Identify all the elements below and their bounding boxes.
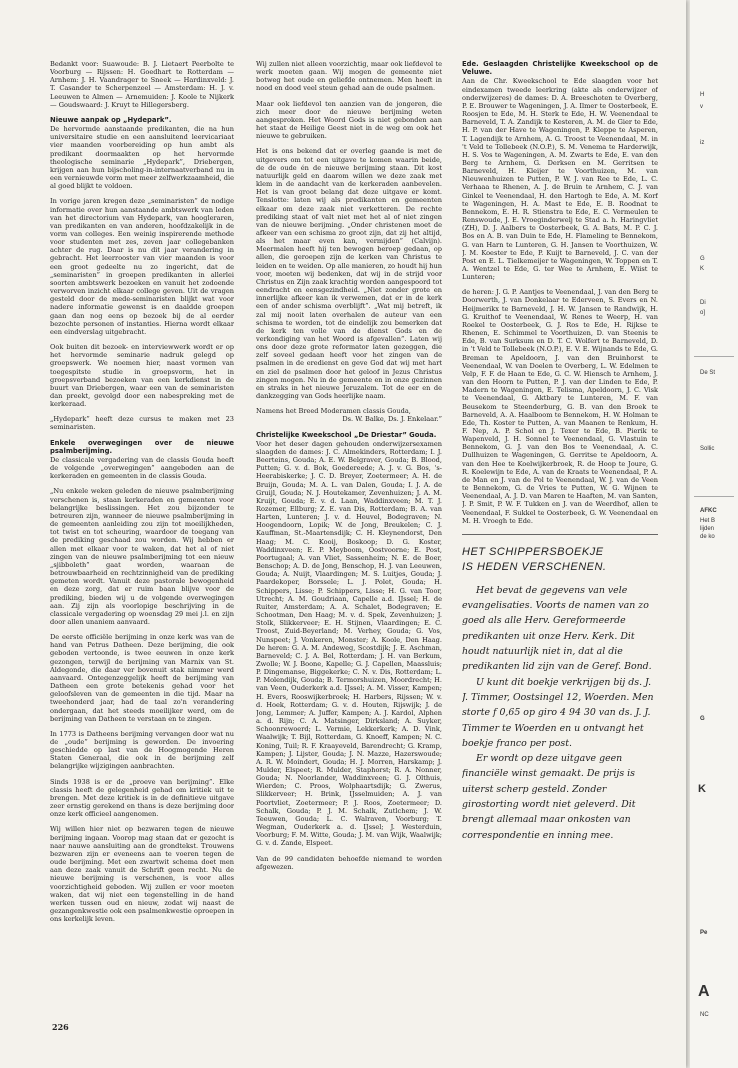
ad-divider	[462, 534, 658, 535]
next-page-fragment: Sollic	[700, 446, 715, 452]
ad-paragraph: U kunt dit boekje verkrijgen bij ds. J. J. Timmer, Oostsingel 12, Woerden. Men storte f 0,65 op giro 4 94 30 van ds. J. J. Timmer te Woerden en u ontvangt het boekje franco per post.	[462, 676, 654, 749]
next-page-fragment: K	[700, 266, 705, 272]
hydepark-paragraph: Ook buiten dit bezoek- en interviewwerk wordt er op het hervormde seminarie nadruk gelegd op groepswerk. We noemen hier, naast vormen van toegespitste studie in groepsvorm, het in groepsverband bezoeken van een kerkdienst in de buurt van Driebergen, waar een van de seminaristen dan preekt, gevolgd door een nabespreking met de kerkeraad.	[50, 343, 234, 409]
psalm-continued-paragraph: Het is ons bekend dat er overleg gaande is met de uitgevers om tot een uitgave te komen waarin beide, de de oude én de nieuwe berijming staan. Dit kost natuurlijk geld en daarom willen we deze zaak met klem in de aandacht van de kerkeraden aanbevelen. Het is van groot belang dat deze uitgave er komt. Tenslotte: laten wij als predikanten en gemeenten elkaar om deze zaak niet verketteren. De rechte prediking staat of valt niet met het al of niet zingen van de nieuwe berijming. „Onder christenen moet de afkeer van een schisma zo groot zijn, dat zij het altijd, als het maar even kan, vermijden” (Calvijn). Meermalen heeft hij ten bewogen beroep gedaan, op allen, die geroepen zijn de kerken van Christus te leiden en te weiden. Op alle manieren, zo houdt hij hun voor, moeten wij bedenken, dat wij in de strijd voor Christus en Zijn zaak krachtig worden aangespoord tot eendracht en eensgezindheid. „Niet zonder grote en innerlijke afkeer kan ik verwemen, dat er in de kerk een of ander schisma overblijft”. „Wat mij betreft, ik zal mij nooit laten overhalen de auteur van een schisma te worden, tot de eindelijk zou bemerken dat de kerk ten volle van de dienst Gods en de verkondiging van het Woord is afgevallen”. Laten wij ons door deze grote reformator laten gezeggen, die zelf soveel gedaan heeft voor het zingen van de psalmen in de eredienst en geve God dat wij met hart en ziel de psalmen door het geloof in Jezus Christus zingen mogen. Nu in de gemeente en in onze gezinnen en straks in het nieuwe Jeruzalem. Tot de eer en de dankzegging van Gods heerlijke naam.	[256, 147, 442, 401]
next-page-fragment: o]	[700, 310, 706, 316]
hydepark-paragraph: De hervormde aanstaande predikanten, die na hun universitaire studie en een aansluitend leervicariaat vier maanden voorbereiding op hun ambt als predikant doormaakten op het hervormde theologische seminarie „Hydepark”, Driebergen, krijgen aan hun bijscholing-in-internaatverband nu in een vernieuwde vorm met meer zelfwerkzaamheid, die al goed blijkt te voldoen.	[50, 125, 234, 191]
next-page-fragment: H	[700, 92, 705, 98]
driestar-paragraph: Van de 99 candidaten behoefde niemand te worden afgewezen.	[256, 854, 442, 871]
hydepark-paragraph: „Hydepark” heeft deze cursus te maken met 23 seminaristen.	[50, 415, 234, 432]
next-page-fragment: Pe	[700, 930, 708, 936]
column-middle	[256, 60, 442, 1060]
psalm-paragraph: De classicale vergadering van de classis Gouda heeft de volgende „overwegingen” aangeboden aan de kerkeraden en gemeenten in de classis Gouda.	[50, 456, 234, 481]
psalm-continued-paragraph: Maar ook liefdevol ten aanzien van de jongeren, die zich meer door de nieuwe berijming weten aangesproken. Het Woord Gods is niet gebonden aan het staat de Heilige Geest niet in de weg om ook het nieuwe te gebruiken.	[256, 99, 442, 141]
psalm-continued-paragraph: Namens het Breed Moderamen classis Gouda,	[256, 407, 411, 416]
next-page-rule	[694, 496, 734, 497]
next-page-fragment: de ko	[700, 534, 715, 540]
next-page-fragment: Het B	[700, 518, 716, 524]
column-right	[462, 60, 658, 1060]
next-page-fragment: iz	[700, 140, 705, 146]
psalm-paragraph: In 1773 is Datheens berijming vervangen door wat nu de „oude” berijming is geworden. De invoering geschiedde op last van de Hoogmogende Heren Staten Generaal, die ook in de berijming zelf belangrijke wijzigingen aanbrachten.	[50, 729, 234, 771]
ede-heading: Ede. Geslaagden Christelijke Kweekschool op de Veluwe.	[462, 60, 658, 77]
next-page-fragment: K	[698, 783, 706, 795]
next-page-fragment: lijden	[700, 526, 715, 532]
next-page-fragment: AFKC	[700, 508, 717, 514]
signature: Ds. W. Balke, Ds. J. Enkelaar.”	[342, 415, 442, 424]
hydepark-paragraph: In vorige jaren kregen deze „seminaristen” de nodige informatie over hun aanstaande ambtswerk van leden van het directorium van Hydepark, van hoogleraren, van predikanten en van anderen, hoofdzakelijk in de vorm van colleges. Een weinig inspirerende methode voor studenten met zes, zeven jaar collegebanken achter de rug. Daar is nu dit jaar verandering in gebracht. Het leerrooster van vier maanden is voor een groot gedeelte nu zo ingericht, dat de „seminaristen” in groepen predikanten in allerlei soorten ambtswerk bezoeken en vanuit het zodoende verworven inzicht elkaar college geven. Uit de vragen gesteld door de mede-seminaristen blijkt wat voor nadere informatie gewenst is en daaldde groepen gaan dan nog eens op bezoek bij de al eerder bezochte personen of instanties. Hierna wordt elkaar een eindverslag uitgebracht.	[50, 197, 234, 336]
ede-paragraph: de heren: J. G. P. Aantjes te Veenendaal, J. van den Berg te Doorwerth, J. van Donkelaar te Ederveen, S. Evers en N. Heijmerikx te Barneveld, J. H. W. Jansen te Randwijk, H. G. Kruithof te Veenendaal, W. Renes te Weerp, H. van Roekel te Oosterbeek, G. J. Ros te Ede, H. Rijkse te Rhenen, E. Schimmel te Voorthuizen, D. van Steenis te Ede, B. van Surksum en D. T. C. Wolfert te Barneveld, D. in 't Veld te Tollebeek (N.O.P.), E. V. E. Wijnands te Ede, G. Breman te Apeldoorn, J. van den Bruinhorst te Veenendaal, W. van Doelen te Overberg, L. W. Edelmen te Velp, F. F. de Haan te Ede, G. C. W. Hiensch te Arnhem, J. van den Hoorn te Putten, P. J. van der Linden te Ede, P. Madern te Wageningen, E. Telisma, Apeldoorn, J. C. Visk te Veenendaal, G. Aktbary te Lunteren, M. F. van Beusekom te Steenderburg, G. B. van den Broek te Barneveld, A. A. Haalboom te Bennekom, H. W. Holman te Ede, Th. Koster te Putten, A. van Maanen te Renkum, H. F. Nep, A. P. Schol en J. Texer te Ede, B. Pierik te Wapenveld, J. H. Sonnel te Veenendaal, G. Vlastuin te Bennekom, G. J. van den Bos te Veenendaal, A. C. Dullhuizen te Wageningen, G. Gerritse te Apeldoorn, A. van den Hee te Koelwijkerbroek, R. de Hoop te Joure, G. R. Koelewijn te Ede, A. van de Kraats te Veenendaal, P. A. de Man en J. van de Pol te Veenendaal, W. J. van de Veen te Bennekom, G. de Vries te Putten, W. G. Wijnen te Veenendaal, A. J. D. van Maren te Haaften, M. van Santen, J. P. Smit, P. W. F. Tukken en J. van de Weerdhof, allen te Veenendaal, F. Sukkel te Oosterbeek, G. W. Veenendaal en M. H. Vroegh te Ede.	[462, 288, 658, 525]
psalm-paragraph: Sinds 1938 is er de „proeve van berijming”. Elke classis heeft de gelegenheid gehad om kritiek uit te brengen. Met deze kritiek is in de definitieve uitgave zeer ernstig gerekend en thans is deze berijming door onze kerk officieel aangenomen.	[50, 777, 234, 819]
next-page-fragment: NC	[700, 1012, 709, 1018]
ad-body	[462, 583, 658, 843]
ad-title-line: HET SCHIPPERSBOEKJE	[462, 545, 604, 558]
bedankt-paragraph: Bedankt voor: Suawoude: B. J. Lietaert Peerbolte te Voorburg — Rijssen: H. Goedhart te Rotterdam — Arnhem: J. H. Vaandrager te Sneek — Hardinxveld: J. T. Casander te Scherpenzeel — Amsterdam: H. J. v. Leeuwen te Almen — Arnemuiden: J. Koole te Nijkerk — Goudswaard: J. Kruyt te Hillegersberg.	[50, 60, 234, 109]
next-page-fragment: G	[700, 256, 705, 262]
psalm-paragraph: „Nu enkele weken geleden de nieuwe psalmberijming verschenen is, staan kerkeraden en gemeenten voor belangrijke beslissingen. Het zou bijzonder te betreuren zijn, wanneer de nieuwe psalmberijming in de gemeenten aanleiding zou zijn tot moeilijkheden, tot twist en tot scheuring, waardoor de toegang van de prediking geschaad zou worden. Wij hebben er allen met elkaar voor te waken, dat het al of niet zingen van de nieuwe psalmberijming tot een nieuw „sjibboleth” gaat worden, waaraan de betrouwbaarheid en rechtzinnigheid van de prediking gemeten wordt. Vanuit deze pastorale bewogenheid en deze zorg, dat er ruim baan blijve voor de prediking, bieden wij u de volgende overwegingen aan. Zij zijn als voorlopige beschrijving in de classicale vergadering op woensdag 29 mei j.l. en zijn door allen unaniem aanvaard.	[50, 487, 234, 626]
next-page-fragment: A	[698, 983, 710, 1000]
driestar-heading: Christelijke Kweekschool „De Driestar” Gouda.	[256, 430, 437, 439]
psalm-paragraph: De eerste officiële berijming in onze kerk was van de hand van Petrus Datheen. Deze berijming, die ook geboden vertoonde, is twee eeuwen in onze kerk gezongen, terwijl de berijming van Marnix van St. Aldegonde, die daar ver bovenuit stak nimmer werd aanvaard. Ontegenzeggelijk heeft de berijming van Datheen een grote betekenis gehad voor het geloofsleven van de gemeenten in die tijd. Maar na tweehonderd jaar, had de taal zo'n verandering ondergaan, dat het steeds moeilijker werd, om de berijming van Datheen te verstaan en te zingen.	[50, 633, 234, 723]
hydepark-heading: Nieuwe aanpak op „Hydepark”.	[50, 115, 172, 124]
column-left	[50, 60, 234, 1018]
driestar-paragraph: Voor het deser dagen gehouden onderwijzersexamen slaagden de dames: J. C. Almekinders, Rotterdam; I. J. Beerteins, Gouda; A. E. W. Belgraver, Gouda; B. Blood, Putten; G. v. d. Bok, Goedereede; A. J. v. G. Bos, 's-Heerabiskerke; J. C. D. Breyer, Zoetermeer; A. H. de Bruijn, Gouda; M. A. L. van Dalen, Gouda; I. J. A. de Gruijl, Gouda; N. J. Houtekamer, Zevenhuizen; J. A. M. Kruijt, Gouda; E. v. d. Laan, Waddinxveen; M. T. J. Rozemer, Ellburg; Z. E. van Dis, Rotterdam; B. A. van Harten, Lunteren; J. v. d. Heuvel, Bodegraven; N. Hoogendoorn, Lopik; W. de Jong, Breukelen; C. J. Kauffman, St.-Maartensdijk; C. H. Kleynendorst, Den Haag; M. C. Kooij, Boskoop; D. G. Koster, Waddinxveen; E. P. Meyboom, Oostvoorne; E. Post, Poortugaal; A. van Vliet, Sassenheim; N. E. de Boer, Benschop; A. D. de Jong, Benschop, H. J. van Leeuwen, Gouda; A. Nuijt, Vlaardingen; M. S. Luitjes, Gouda; J. Paardekoper, Borssele; L. J. Polet, Gouda; H. Schippers, Lisse; P. Schippers, Lisse; H. G. van Toor, Utrecht; A. M. Goudriaan, Capelle a.d. IJssel; H. de Ruiter, Amsterdam; A. A. Schalet, Bodegraven; E. Schootman, Den Haag; M. v. d. Spek, Zevenhuizen; J. Stolk, Slikkerveer; E. H. Stijnen, Vlaardingen; E. C. Troost, Zuid-Beyerland; M. Verhey, Gouda; G. Vos, Nunspeet; J. Vonkeren, Monster; A. Koole, Den Haag. De heren: G. A. M. Andeweg, Scostdijk; J. E. Aschman, Barneveld; C. J. A. Bel, Rotterdam; J. H. van Berkum, Zwolle; W. J. Boone, Kapelle; G. J. Capellen, Maassluis; P. Dingemanse, Biggekerke; C. N. v. Dis, Rotterdam; L. P. Molendijk, Gouda; B. Termorshuizen, Moordrecht; H. van Veen, Ouderkerk a.d. IJssel; A. M. Visser, Kampen; H. Evers, Rooswijkerbroek; H. Harbers, Rijssen; W. v. d. Hoek, Rotterdam; G. v. d. Houten, Rijswijk; J. de Jong, Lemmer; A. Juffer, Kampen; A. J. Kardol, Alphen a. d. Rijn; C. A. Matsinger, Dirksland; A. Suyker, Schoonrewoerd; L. Vermie, Lekkerkerk; A. D. Vink, Waalwijk; T. Bijl, Rotterdam, G. Knoeff, Kampen; N. C. Koning, Tuil; R. F. Kraayeveld, Barendrecht; G. Kramp, Kampen; J. Lijster, Gouda; J. N. Mazze, Hazerswoude; A. R. W. Moindert, Gouda; H. J. Morren, Harskamp; J. Mulder, Elspeet; R. Mulder, Staphorst; R. A. Nonner, Gouda; N. Noorlander, Waddinxveen; G. J. Olthuis, Wierden; C. Proos, Wolphaartsdijk; G. Zwerus, Slikkerveer; H. Brink, IJsselmuiden; A. J. van Poortvliet, Zoetermeer; P. J. Roos, Zoetermeer; D. Schalk, Gouda; P. J. M. Schalk, Zutlchem; J. W. Teeuwen, Gouda; L. C. Walraven, Voorburg; T. Wegman, Ouderkerk a. d. IJssel; J. Westerduin, Voorburg; F. M. Witte, Gouda; J. M. van Wijk, Waalwijk; G. v. d. Zande, Elspeet.	[256, 439, 442, 848]
ede-paragraph: Aan de Chr. Kweekschool te Ede slaagden voor het eindexamen tweede leerkring (akte als onderwijzer of onderwijzeres) de dames: D. A. Breeschoten te Overberg, P. E. Brouwer te Wageningen, J. A. Ilmer te Oosterbeek, E. Roosjen te Ede, M. H. Sterk te Ede, H. W. Veenendaal te Barneveld, T. A. Zandijk te Kesteren, A. M. de Gier te Ede, H. P. van der Have te Wageningen, P. Kleppe te Asperen, T. Lagendijk te Arnhem, A. G. Troost te Veenendaal, M. in 't Veld te Tollebeek (N.O.P.), S. M. Venema te Harderwijk, H. S. Vos te Wageningen, A. M. Zwarts te Ede, E. van den Berg te Arnhem, G. Derksen en M. Gerritsen te Barneveld, H. Kleijer te Voorthuizen, M. van Nieuwenhuizen te Putten, P. W. J. van Ree te Ede, L. C. Verhaaa te Rhenen, A. J. de Bruin te Arnhem, C. J. van Ginkel te Veenendaal, H. den Hartogh te Ede, A. M. Korf te Wageningen, H. A. Mast te Ede, E. B. Roodnat te Bennekom, E. H. R. Stienstra te Ede, E. C. Vermeulen te Renswoude, J. E. Vroeginderwelj te Stad a. h. Haringvliet (ZH), D. J. Aalbers te Oosterbeek, G. A. Bats, M. P. C. J. Bos en A. B. van Duin te Ede, H. Flameling te Bennekom, G. van Harn te Lunteren, G. H. Jansen te Voorthuizen, W. J. M. Koester te Ede, P. Kuijt te Barneveld, J. C. van der Post en E. L. Tielkemeijer te Wageningen, W. Toppen en T. A. Wentzel te Ede, G. ter Wee te Arnhem, E. Wiist te Lunteren;	[462, 77, 658, 282]
next-page-fragment: v	[700, 104, 703, 110]
psalmberijming-heading: Enkele overwegingen over de nieuwe psalmberijming.	[50, 438, 234, 455]
ad-paragraph: Het bevat de gegevens van vele evangelisaties. Voorts de namen van zo goed als alle Herv. Gereformeerde predikanten uit onze Herv. Kerk. Dit houdt natuurlijk niet in, dat al die predikanten lid zijn van de Geref. Bond.	[462, 584, 652, 673]
page-number: 226	[52, 1022, 69, 1032]
ad-paragraph: Er wordt op deze uitgave geen financiële winst gemaakt. De prijs is uiterst scherp gesteld. Zonder girostorting wordt niet geleverd. Dit brengt allemaal maar onkosten van correspondentie en inning mee.	[462, 753, 636, 841]
ad-title-line: IS HEDEN VERSCHENEN.	[462, 560, 607, 573]
ad-title	[462, 545, 658, 575]
next-page-fragment: De St	[700, 370, 716, 376]
psalm-paragraph: Wij willen hier niet op bezwaren tegen de nieuwe berijming ingaan. Voorop mag staan dat er gezocht is naar nauwe aansluiting aan de grondtekst. Trouwens bezwaren zijn er eveneens aan te voeren tegen de oude berijming. Met een zwartwit schema doet men aan deze zaak vanuit de Schrift geen recht. Nu de nieuwe berijming is verschenen, is voor alles voorzichtigheid geboden. Wij zullen er voor moeten waken, dat wij niet een tegenstelling in de hand werken tussen oud en nieuw, zodat wij naast de gezangenkwestie ook een psalmenkwestie oproepen in ons kerkelijk leven.	[50, 825, 234, 924]
next-page-edge	[690, 0, 738, 1068]
next-page-rule	[694, 356, 734, 357]
next-page-fragment: Di	[700, 300, 706, 306]
next-page-fragment: G	[700, 716, 705, 722]
psalm-continued-paragraph: Wij zullen niet alleen voorzichtig, maar ook liefdevol te werk moeten gaan. Wij mogen de gemeente niet botweg het oude en geliefde ontnemen. Men heeft in nood en dood veel steun gehad aan de oude psalmen.	[256, 60, 442, 93]
